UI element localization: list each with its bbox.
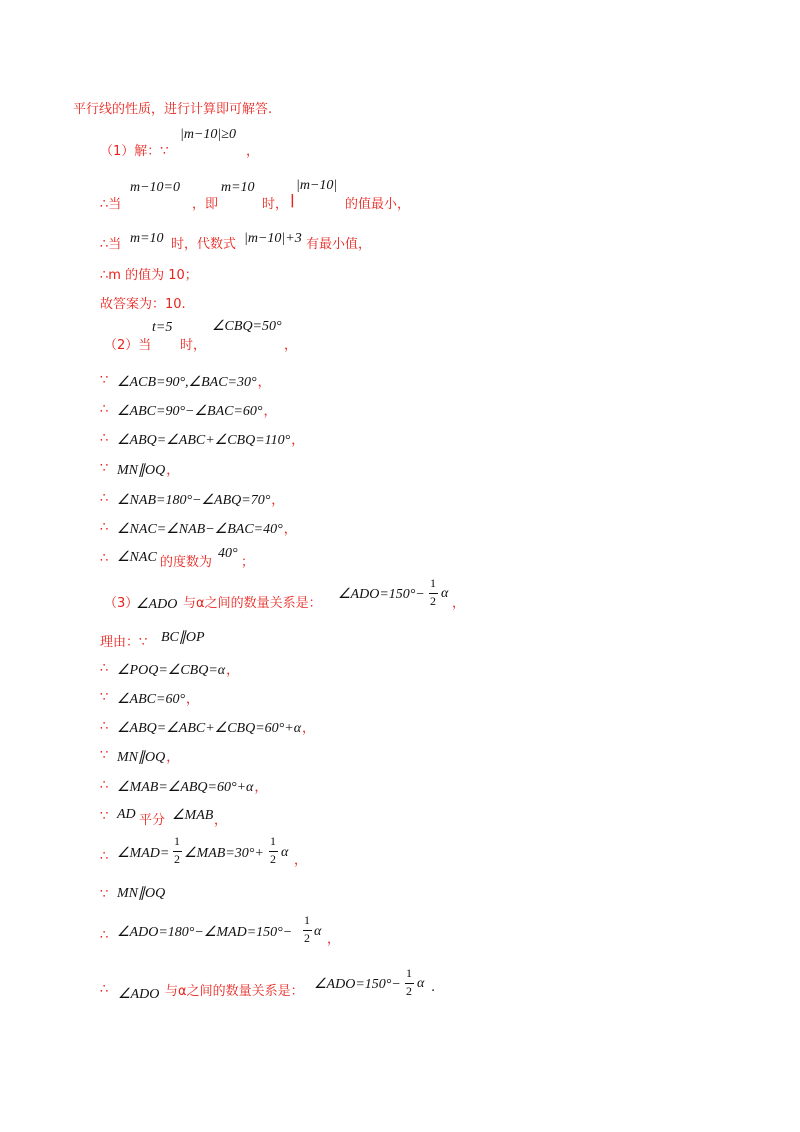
p3-ado-num: 1 bbox=[304, 913, 310, 927]
intro-text: 平行线的性质，进行计算即可解答. bbox=[73, 102, 273, 117]
p1-l5: 故答案为：10. bbox=[100, 297, 186, 312]
step-end: ， bbox=[186, 692, 200, 707]
p1-l3-m: m=10 bbox=[130, 231, 164, 246]
step-symbol: ∴ bbox=[100, 520, 109, 535]
p3-final-sym: ∴ bbox=[100, 982, 109, 997]
p1-l3-tail: 有最小值， bbox=[306, 237, 372, 252]
p3-bisect-end: ， bbox=[214, 813, 228, 828]
p3-final-num: 1 bbox=[406, 966, 412, 980]
p1-l2-therefore: ∴当 bbox=[100, 197, 122, 212]
p1-l2-abs: |m−10| bbox=[296, 178, 338, 193]
p1-l2-ji: ，即 bbox=[192, 197, 219, 212]
step-expression: MN∥OQ， bbox=[117, 750, 180, 765]
p2-label: （2）当 bbox=[104, 338, 152, 353]
step-end: ， bbox=[302, 721, 316, 736]
p3-comma: ， bbox=[452, 596, 466, 611]
step-end: ， bbox=[271, 493, 285, 508]
p3-final-mid: 与α之间的数量关系是： bbox=[165, 984, 304, 999]
p3-alpha: α bbox=[441, 586, 449, 601]
p2-shi: 时， bbox=[180, 338, 207, 353]
step-symbol: ∴ bbox=[100, 491, 109, 506]
p1-abs-ineq: |m−10|≥0 bbox=[180, 127, 236, 142]
p1-l2-tail: 的值最小， bbox=[345, 197, 411, 212]
p2-comma: ， bbox=[284, 338, 298, 353]
step-symbol: ∴ bbox=[100, 719, 109, 734]
p3-ado: ∠ADO bbox=[136, 597, 178, 612]
step-expression: ∠ACB=90°,∠BAC=30°， bbox=[117, 375, 271, 390]
p2-cbq: ∠CBQ=50° bbox=[212, 319, 282, 334]
p3-ado-den: 2 bbox=[304, 931, 310, 945]
p3-final-ado: ∠ADO bbox=[118, 987, 160, 1002]
step-end: ， bbox=[254, 780, 268, 795]
p3-mad-num1: 1 bbox=[174, 834, 180, 848]
p3-half-den: 2 bbox=[430, 594, 436, 608]
p1-l3-mid: 时，代数式 bbox=[171, 237, 237, 252]
p1-label: （1）解：∵ bbox=[100, 144, 169, 159]
p3-mad-alpha: α bbox=[281, 845, 289, 860]
p3-reason-expr: BC∥OP bbox=[161, 630, 205, 645]
step-expression: ∠ABC=60°， bbox=[117, 692, 200, 707]
p1-l4: ∴m 的值为 10； bbox=[100, 268, 198, 283]
p2-last-mid: 的度数为 bbox=[160, 555, 213, 570]
p3-mad-den2: 2 bbox=[270, 852, 276, 866]
p3-label: （3） bbox=[104, 596, 139, 611]
p3-final-rel: ∠ADO=150°− bbox=[314, 977, 401, 992]
step-symbol: ∵ bbox=[100, 461, 109, 476]
step-end: ， bbox=[291, 433, 305, 448]
step-expression: ∠ABQ=∠ABC+∠CBQ=60°+α， bbox=[117, 721, 316, 736]
p1-l3-expr: |m−10|+3 bbox=[244, 231, 302, 246]
p3-ado-comma: ， bbox=[327, 932, 341, 947]
p3-bisect-mid: 平分 bbox=[139, 813, 166, 828]
p2-last-val: 40° bbox=[218, 546, 238, 561]
p3-mad-a: ∠MAD= bbox=[117, 846, 170, 861]
p3-ado-a: ∠ADO=180°−∠MAD=150°− bbox=[117, 925, 293, 940]
step-symbol: ∴ bbox=[100, 402, 109, 417]
step-expression: ∠POQ=∠CBQ=α， bbox=[117, 663, 240, 678]
p1-l2-m: m=10 bbox=[221, 180, 255, 195]
p3-mad-comma: ， bbox=[294, 853, 308, 868]
p3-final-end: . bbox=[431, 980, 436, 995]
step-symbol: ∵ bbox=[100, 373, 109, 388]
p3-final-den: 2 bbox=[406, 984, 412, 998]
step-symbol: ∵ bbox=[100, 690, 109, 705]
p3-ado-alpha: α bbox=[314, 924, 322, 939]
step-end: ， bbox=[226, 663, 240, 678]
p2-t: t=5 bbox=[152, 320, 173, 335]
step-symbol: ∴ bbox=[100, 661, 109, 676]
step-expression: ∠MAB=∠ABQ=60°+α， bbox=[117, 780, 268, 795]
p3-mad-den1: 2 bbox=[174, 852, 180, 866]
p3-bisect-a: AD bbox=[117, 807, 136, 822]
step-expression: ∠ABQ=∠ABC+∠CBQ=110°， bbox=[117, 433, 305, 448]
step-expression: ∠NAC=∠NAB−∠BAC=40°， bbox=[117, 522, 297, 537]
p2-last-end: ； bbox=[241, 555, 255, 570]
p3-final-alpha: α bbox=[417, 976, 425, 991]
p3-mn-expr: MN∥OQ bbox=[117, 886, 166, 901]
p3-reason: 理由：∵ bbox=[100, 635, 148, 650]
step-end: ， bbox=[283, 522, 297, 537]
p2-last-expr: ∠NAC bbox=[117, 550, 157, 565]
p3-ado-sym: ∴ bbox=[100, 928, 109, 943]
step-symbol: ∵ bbox=[100, 748, 109, 763]
p1-l3: ∴当 bbox=[100, 237, 122, 252]
step-end: ， bbox=[166, 750, 180, 765]
step-end: ， bbox=[166, 463, 180, 478]
step-symbol: ∴ bbox=[100, 431, 109, 446]
p1-l2-bar: | bbox=[290, 193, 295, 208]
p3-mad-sym: ∴ bbox=[100, 849, 109, 864]
step-symbol: ∴ bbox=[100, 778, 109, 793]
p1-comma: ， bbox=[246, 144, 260, 159]
p3-bisect-sym: ∵ bbox=[100, 809, 109, 824]
p3-rel-a: ∠ADO=150°− bbox=[338, 587, 425, 602]
p1-l2-eq: m−10=0 bbox=[130, 180, 181, 195]
p3-mid: 与α之间的数量关系是： bbox=[183, 596, 322, 611]
p3-mad-num2: 1 bbox=[270, 834, 276, 848]
p3-mn-sym: ∵ bbox=[100, 887, 109, 902]
p3-mad-b: ∠MAB=30°+ bbox=[184, 846, 264, 861]
step-end: ， bbox=[257, 375, 271, 390]
step-expression: ∠NAB=180°−∠ABQ=70°， bbox=[117, 493, 285, 508]
p3-bisect-b: ∠MAB bbox=[172, 808, 214, 823]
step-end: ， bbox=[263, 404, 277, 419]
p2-last-sym: ∴ bbox=[100, 551, 109, 566]
step-expression: MN∥OQ， bbox=[117, 463, 180, 478]
p1-l2-shi: 时， bbox=[262, 197, 289, 212]
step-expression: ∠ABC=90°−∠BAC=60°， bbox=[117, 404, 277, 419]
p3-half-num: 1 bbox=[430, 576, 436, 590]
